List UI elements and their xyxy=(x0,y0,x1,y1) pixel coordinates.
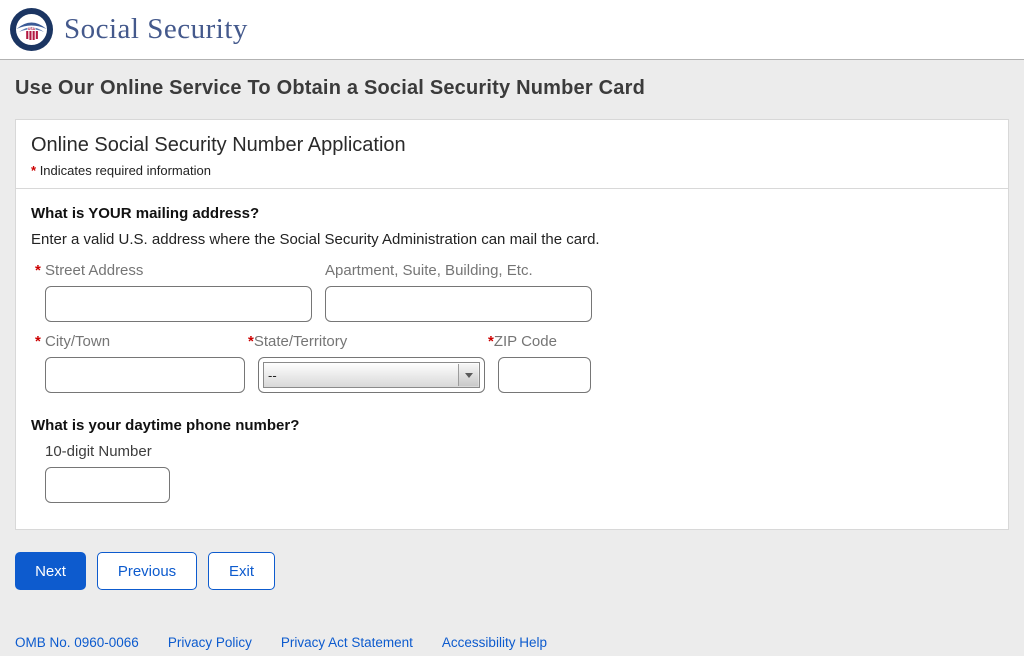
street-address-input[interactable] xyxy=(45,286,312,322)
brand-wordmark: Social Security xyxy=(64,13,248,45)
address-input-row-2 xyxy=(45,357,993,393)
address-label-row-1 xyxy=(35,262,993,279)
accessibility-help-link[interactable]: Accessibility Help xyxy=(441,635,547,650)
state-territory-selected-value: -- xyxy=(268,367,277,383)
apartment-input[interactable] xyxy=(325,286,592,322)
required-asterisk: * xyxy=(35,333,41,350)
required-asterisk: * xyxy=(31,163,37,178)
required-note-text: Indicates required information xyxy=(39,163,211,178)
city-town-label: * City/Town xyxy=(35,333,111,350)
phone-number-label: 10-digit Number xyxy=(45,443,152,460)
previous-button[interactable]: Previous xyxy=(97,552,197,590)
zip-code-label: *ZIP Code xyxy=(488,333,557,350)
privacy-policy-link[interactable]: Privacy Policy xyxy=(167,635,252,650)
required-note xyxy=(31,163,993,179)
zip-code-input[interactable] xyxy=(498,357,591,393)
phone-number-input[interactable] xyxy=(45,467,170,503)
state-territory-select-box[interactable] xyxy=(263,362,480,388)
omb-number-link[interactable]: OMB No. 0960-0066 xyxy=(15,635,139,650)
form-navigation-buttons xyxy=(15,552,1024,590)
city-town-input[interactable] xyxy=(45,357,245,393)
required-asterisk: * xyxy=(35,262,41,279)
state-territory-label: *State/Territory xyxy=(248,333,348,350)
mailing-address-description: Enter a valid U.S. address where the Social Security Administration can mail the card. xyxy=(31,231,600,248)
required-asterisk: * xyxy=(248,333,254,350)
exit-button[interactable]: Exit xyxy=(208,552,275,590)
address-label-row-2 xyxy=(35,333,993,350)
mailing-address-heading: What is YOUR mailing address? xyxy=(31,205,260,222)
privacy-act-statement-link[interactable]: Privacy Act Statement xyxy=(280,635,413,650)
panel-body xyxy=(16,189,1008,529)
apartment-label: Apartment, Suite, Building, Etc. xyxy=(325,262,533,279)
phone-heading: What is your daytime phone number? xyxy=(31,417,300,434)
required-asterisk: * xyxy=(488,333,494,350)
application-panel xyxy=(15,119,1009,530)
next-button[interactable]: Next xyxy=(15,552,86,590)
address-input-row-1 xyxy=(45,286,993,322)
app-header xyxy=(0,0,1024,60)
street-address-label: * Street Address xyxy=(35,262,144,279)
page-title: Use Our Online Service To Obtain a Social Security Number Card xyxy=(15,77,645,99)
footer xyxy=(15,635,1024,651)
ssa-seal-icon xyxy=(10,8,53,51)
panel-title: Online Social Security Number Application xyxy=(31,134,406,156)
dropdown-arrow-button[interactable] xyxy=(458,364,478,386)
state-territory-select[interactable] xyxy=(258,357,485,393)
panel-header xyxy=(16,120,1008,188)
chevron-down-icon xyxy=(465,373,473,378)
svg-text:USA: USA xyxy=(27,26,36,31)
